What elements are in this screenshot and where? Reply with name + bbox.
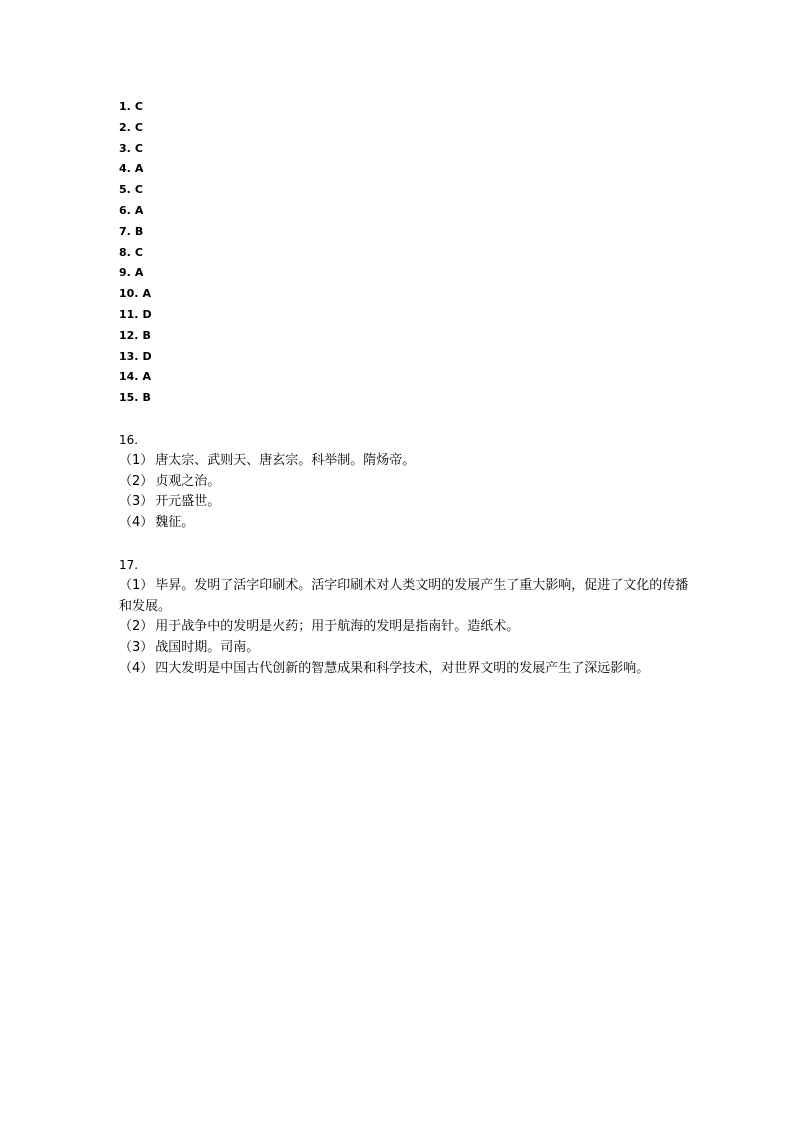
answer-letter: A	[134, 266, 144, 280]
mc-answer-5	[119, 180, 699, 201]
part-label: （3）	[119, 640, 154, 656]
answer-part-3	[119, 638, 699, 659]
answer-letter: B	[134, 224, 144, 238]
question-number: 5.	[119, 183, 131, 197]
question-16	[119, 430, 699, 534]
part-label: （4）	[119, 660, 154, 676]
answer-letter: A	[142, 287, 152, 301]
mc-answer-6	[119, 201, 699, 222]
answer-part-2	[119, 617, 699, 638]
mc-answer-4	[119, 159, 699, 180]
answer-letter: A	[142, 370, 152, 384]
part-text: 四大发明是中国古代创新的智慧成果和科学技术，对世界文明的发展产生了深远影响。	[155, 660, 650, 676]
answer-letter: C	[134, 141, 143, 155]
question-number: 13.	[119, 349, 139, 363]
mc-answer-10	[119, 284, 699, 305]
answer-part-1	[119, 451, 699, 472]
answer-key	[119, 97, 699, 680]
question-number: 16.	[119, 432, 139, 447]
part-text: 开元盛世。	[155, 494, 221, 510]
mc-answer-14	[119, 367, 699, 388]
question-number: 2.	[119, 120, 131, 134]
answer-part-2	[119, 472, 699, 493]
answer-part-1	[119, 576, 699, 618]
question-number: 6.	[119, 203, 131, 217]
answer-part-4	[119, 513, 699, 534]
question-number: 14.	[119, 370, 139, 384]
question-number: 15.	[119, 391, 139, 405]
multiple-choice-answers	[119, 97, 699, 409]
mc-answer-2	[119, 118, 699, 139]
part-label: （2）	[119, 473, 154, 489]
question-number: 3.	[119, 141, 131, 155]
mc-answer-13	[119, 347, 699, 368]
part-text: 贞观之治。	[155, 473, 221, 489]
part-label: （1）	[119, 577, 154, 593]
part-text: 毕昇。发明了活字印刷术。活字印刷术对人类文明的发展产生了重大影响，促进了文化的传播和发展。	[119, 577, 689, 614]
answer-letter: C	[134, 183, 143, 197]
question-number: 8.	[119, 245, 131, 259]
mc-answer-3	[119, 139, 699, 160]
part-label: （4）	[119, 515, 154, 531]
question-number: 12.	[119, 328, 139, 342]
part-label: （3）	[119, 494, 154, 510]
answer-letter: C	[134, 245, 143, 259]
mc-answer-15	[119, 388, 699, 409]
question-number: 17.	[119, 557, 139, 572]
question-number: 11.	[119, 307, 139, 321]
mc-answer-9	[119, 263, 699, 284]
question-number: 7.	[119, 224, 131, 238]
answer-letter: B	[142, 391, 151, 405]
question-number: 1.	[119, 100, 131, 113]
part-text: 用于战争中的发明是火药；用于航海的发明是指南针。造纸术。	[155, 619, 520, 635]
mc-answer-7	[119, 222, 699, 243]
part-text: 唐太宗、武则天、唐玄宗。科举制。隋炀帝。	[155, 452, 416, 468]
answer-letter: D	[142, 307, 152, 321]
answer-letter: C	[134, 100, 143, 113]
answer-letter: C	[134, 120, 143, 134]
mc-answer-8	[119, 243, 699, 264]
part-text: 魏征。	[155, 515, 195, 531]
answer-letter: D	[142, 349, 152, 363]
question-number: 10.	[119, 287, 139, 301]
part-text: 战国时期。司南。	[155, 640, 260, 656]
question-number: 9.	[119, 266, 131, 280]
part-label: （2）	[119, 619, 154, 635]
answer-letter: B	[142, 328, 151, 342]
answer-part-4	[119, 659, 699, 680]
question-number: 4.	[119, 162, 131, 176]
mc-answer-12	[119, 326, 699, 347]
answer-part-3	[119, 492, 699, 513]
question-17	[119, 555, 699, 680]
part-label: （1）	[119, 452, 154, 468]
answer-letter: A	[134, 203, 144, 217]
answer-letter: A	[134, 162, 144, 176]
mc-answer-1	[119, 97, 699, 118]
mc-answer-11	[119, 305, 699, 326]
